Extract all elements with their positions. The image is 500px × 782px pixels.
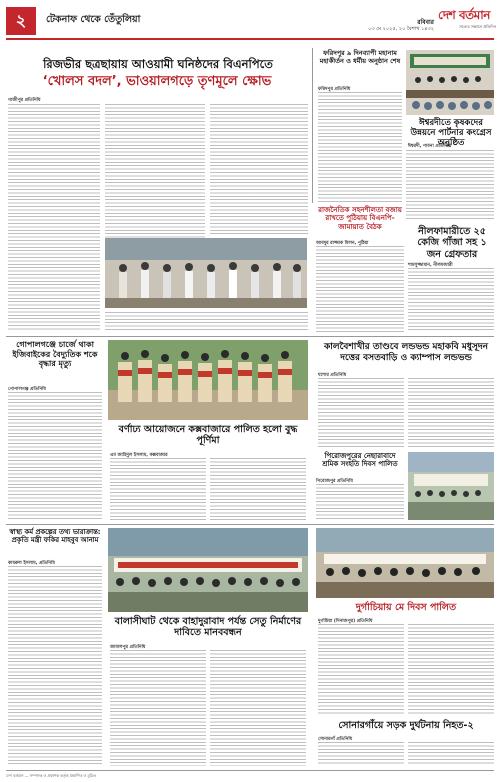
lead-body-col-3 bbox=[210, 104, 308, 236]
coxsbazar-photo bbox=[108, 340, 308, 420]
page-number: ২ bbox=[6, 7, 36, 35]
weekday: রবিবার bbox=[417, 19, 434, 26]
masthead bbox=[438, 6, 496, 36]
sonargaon-headline: সোনারগাঁয়ে সড়ক দুর্ঘটনায় নিহত-২ bbox=[338, 720, 474, 731]
sonargaon-body bbox=[318, 742, 494, 766]
lead-headline-1: রিজভীর ছত্রছায়ায় আওয়ামী ঘনিষ্ঠদের বিএনপিতে bbox=[43, 57, 273, 71]
faridpur-body bbox=[318, 92, 402, 202]
pirojpur-byline: পিরোজপুর প্রতিনিধি bbox=[316, 479, 353, 484]
pirojpur-photo bbox=[408, 452, 494, 520]
footer: দেশ বর্তমান — সম্পাদক ও প্রকাশক কর্তৃক প্রকাশিত ও মুদ্রিত bbox=[6, 770, 494, 780]
durgachia-byline: দুর্গাচিয়া (দিনাজপুর) প্রতিনিধি bbox=[318, 619, 373, 624]
kalbeswar-body bbox=[318, 378, 494, 448]
gopalganj-headline: গোপালগঞ্জে চার্জে থাকা ইজিবাইকের বৈদ্যুতিক শকে বৃদ্ধার মৃত্যু bbox=[12, 340, 98, 369]
rajshahi-byline: আবদুর রাজ্জাক মিলন, পুঠিয়া bbox=[316, 241, 369, 246]
gopalganj-body bbox=[8, 392, 102, 520]
lead-photo-image bbox=[105, 238, 307, 308]
durgachia-photo-image bbox=[316, 528, 494, 598]
sonargaon-byline: সোনারগাঁ প্রতিনিধি bbox=[318, 737, 353, 742]
masthead-name: দেশ বর্তমান bbox=[438, 8, 490, 22]
balasighat-headline: বালাসীঘাট থেকে বাহাদুরাবাদ পর্যন্ত সেতু নির্মাণের দাবিতে মানববন্ধন bbox=[114, 616, 302, 639]
coxsbazar-body bbox=[110, 458, 306, 520]
rajshahi-body bbox=[316, 246, 404, 332]
lead-byline: গাজীপুর প্রতিনিধি bbox=[8, 98, 41, 103]
balasighat-photo-image bbox=[108, 528, 308, 612]
nilphamari-byline: শামসুজ্জামান, নীলফামারী bbox=[408, 263, 453, 268]
durgachia-headline: দুর্গাচিয়ায় মে দিবস পালিত bbox=[355, 602, 457, 613]
lead-body-tail bbox=[105, 312, 308, 332]
iswardi-photo-image bbox=[406, 50, 494, 115]
pirojpur-headline: পিরোজপুরের নেছারাবাদে শ্রমিক সংহতি দিবস পালিত bbox=[322, 452, 398, 469]
balasighat-body bbox=[110, 650, 306, 766]
iswardi-headline: ঈশ্বরদীতে কৃষকদের উন্নয়নে পার্টনার কংগ্রেস অনুষ্ঠিত bbox=[410, 118, 492, 149]
row-rule bbox=[6, 336, 494, 337]
page-header bbox=[6, 4, 494, 40]
iswardi-body bbox=[406, 150, 494, 220]
column-rule bbox=[312, 48, 313, 203]
pirojpur-photo-image bbox=[408, 452, 494, 520]
masthead-tagline: সত্যের সন্ধানে প্রতিদিন bbox=[459, 24, 496, 29]
pirojpur-body bbox=[316, 484, 404, 520]
swasthya-body bbox=[8, 566, 102, 766]
date-line: ০৩ মে ২০২৫, ২০ বৈশাখ ১৪৩২ bbox=[368, 26, 434, 32]
swasthya-headline: স্বাস্থ্য কর্ম প্রকল্পের তথ্য ভারাক্রান্ত: প্রকৃতি মন্ত্রী ফকির মাহবুব আনাম bbox=[9, 528, 101, 545]
faridpur-headline: ফরিদপুর ৯ দিনব্যাপী মহানাম মহাকীর্তন ও ধর্মীয় অনুষ্ঠান শেষ bbox=[319, 49, 401, 65]
section-title: টেকনাফ থেকে তেঁতুলিয়া bbox=[46, 14, 141, 25]
lead-headline-2: ‘খোলস বদল’, ভাওয়ালগড়ে তৃণমূলে ক্ষোভ bbox=[42, 74, 272, 89]
gopalganj-byline: গোপালগঞ্জ প্রতিনিধি bbox=[8, 387, 46, 392]
coxsbazar-byline: এম জাহিদুল ইসলাম, কক্সবাজার bbox=[110, 453, 168, 458]
balasighat-byline: জামালপুর প্রতিনিধি bbox=[110, 645, 146, 650]
coxsbazar-headline: বর্ণাঢ্য আয়োজনে কক্সবাজারে পালিত হলো বুদ্ধ পূর্ণিমা bbox=[118, 424, 298, 447]
nilphamari-body bbox=[408, 268, 494, 332]
durgachia-body bbox=[318, 624, 494, 714]
rajshahi-headline: রাজনৈতিক সহনশীলতা বজায় রাখতে পুঠিয়ায় বিএনপি-জামায়াত বৈঠক bbox=[318, 206, 402, 231]
balasighat-photo bbox=[108, 528, 308, 612]
iswardi-byline: ঈশ্বরদী, পাবনা প্রতিনিধি bbox=[408, 144, 452, 149]
lead-body-col-1 bbox=[8, 104, 100, 332]
kalbeswar-byline: যশোর প্রতিনিধি bbox=[318, 373, 347, 378]
kalbeswar-headline: কালবৈশাখীর তাণ্ডবে লন্ডভন্ড মহাকবি মধুসূদন দত্তের বসতবাড়ি ও ক্যাম্পাস লন্ডভন্ড bbox=[323, 342, 488, 363]
durgachia-photo bbox=[316, 528, 494, 598]
nilphamari-headline: নীলফামারীতে ২৫ কেজি গাঁজা সহ ১ জন গ্রেফতার bbox=[417, 226, 487, 260]
faridpur-byline: ফরিদপুর প্রতিনিধি bbox=[318, 87, 351, 92]
coxsbazar-photo-image bbox=[108, 340, 308, 420]
swasthya-byline: কামরুল ইসলাম, প্রতিনিধি bbox=[8, 561, 55, 566]
iswardi-photo bbox=[406, 50, 494, 115]
lead-photo bbox=[105, 238, 307, 308]
row-rule bbox=[6, 524, 494, 525]
